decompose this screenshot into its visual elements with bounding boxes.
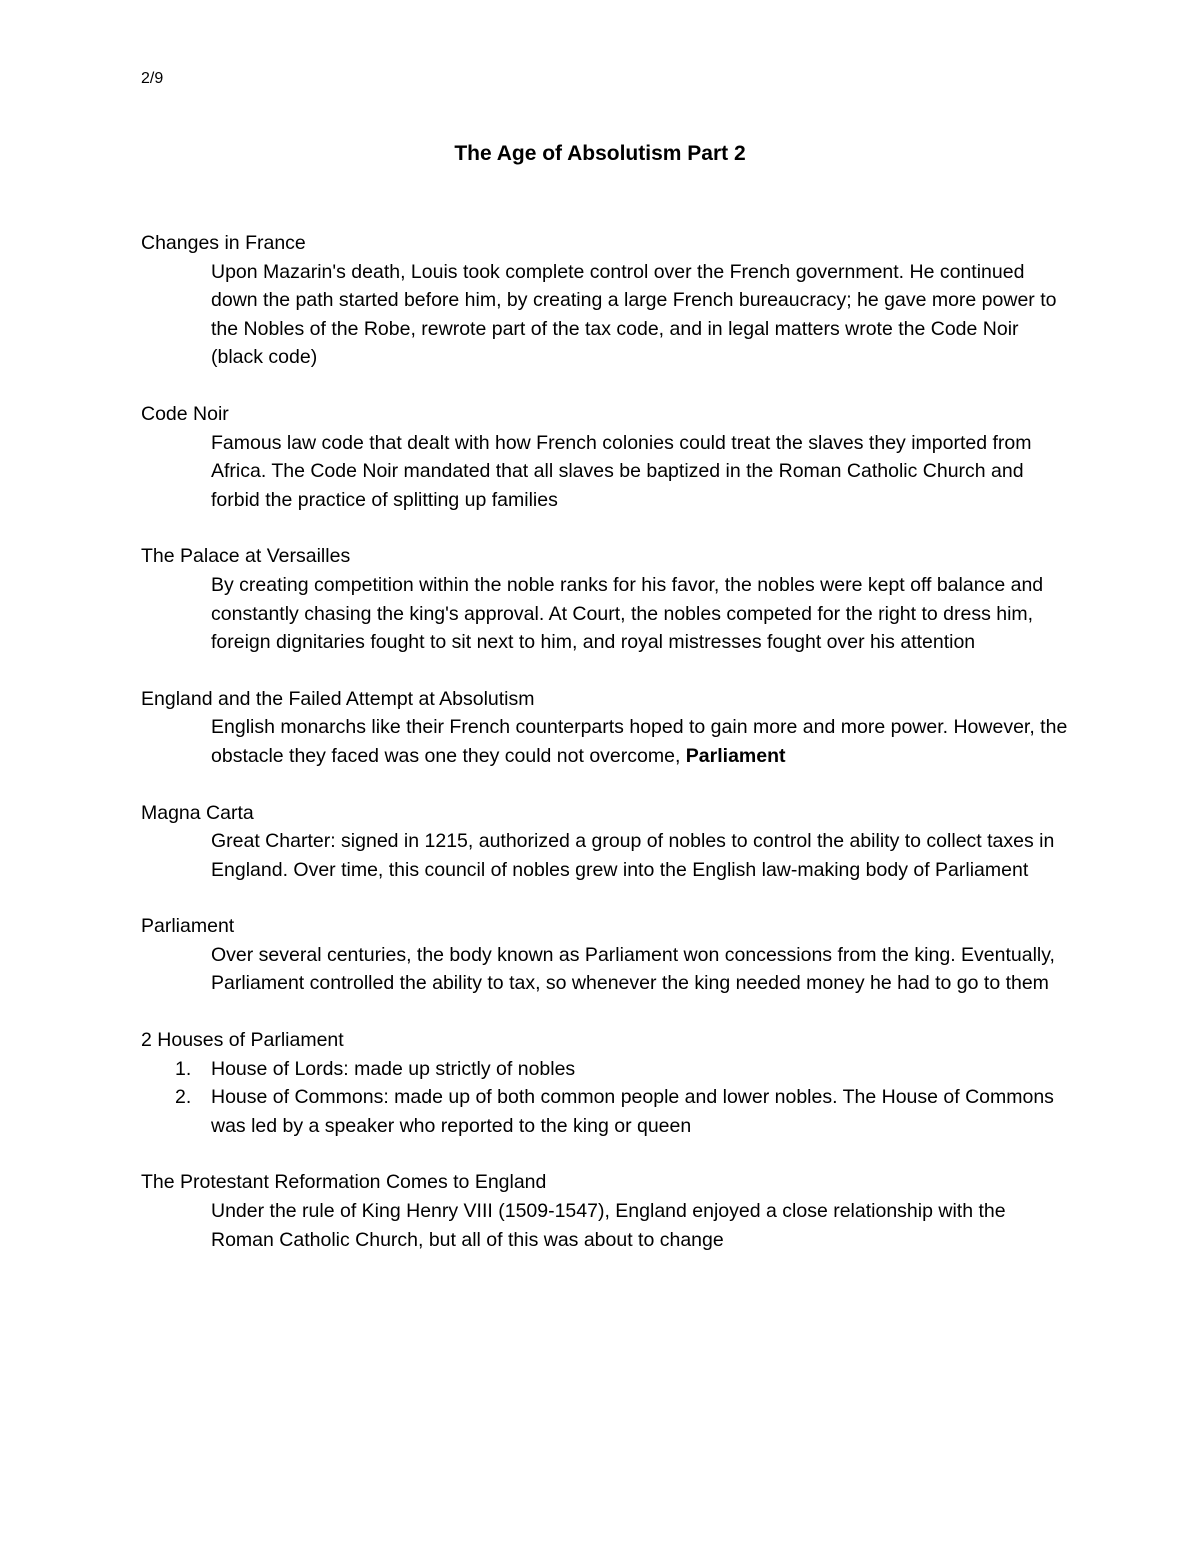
section-heading: England and the Failed Attempt at Absolutism — [141, 687, 535, 710]
section-heading: The Palace at Versailles — [141, 545, 351, 568]
list-number: 2. — [175, 1086, 192, 1109]
list-item — [141, 1083, 1071, 1140]
list-number: 1. — [175, 1057, 192, 1080]
section-heading: Magna Carta — [141, 801, 254, 824]
section-heading: Code Noir — [141, 402, 229, 425]
section-heading: The Protestant Reformation Comes to England — [141, 1171, 547, 1194]
section-code-noir — [141, 400, 1071, 514]
section-protestant-reformation — [141, 1168, 1071, 1254]
section-magna-carta — [141, 799, 1071, 885]
section-palace-at-versailles — [141, 542, 1071, 656]
section-heading: Parliament — [141, 915, 235, 938]
document-title: The Age of Absolutism Part 2 — [454, 142, 746, 165]
section-england-failed-absolutism — [141, 685, 1071, 771]
section-body: Upon Mazarin's death, Louis took complete control over the French government. He continued down the path started before him, by creating a large French bureaucracy; he gave more power to the Nobles of the Robe, rewrote part of the tax code, and in legal matters wrote the Code Noir (black code) — [211, 260, 1057, 369]
section-body: Famous law code that dealt with how French colonies could treat the slaves they imported from Africa. The Code Noir mandated that all slaves be baptized in the Roman Catholic Church and forbid the practice of splitting up families — [211, 431, 1032, 511]
section-changes-in-france — [141, 229, 1071, 372]
section-parliament — [141, 912, 1071, 998]
bold-term-parliament: Parliament — [685, 744, 786, 767]
section-body — [211, 713, 1071, 770]
section-body: Over several centuries, the body known as Parliament won concessions from the king. Eventually, Parliament controlled the ability to tax, so whenever the king needed money he had to go to them — [211, 943, 1055, 995]
numbered-list — [141, 1055, 1071, 1141]
page-date: 2/9 — [141, 70, 164, 87]
document-body — [141, 229, 1071, 1282]
section-body-text: English monarchs like their French counterparts hoped to gain more and more power. However, the obstacle they faced was one they could not overcome, — [211, 716, 1068, 767]
list-item-text: House of Lords: made up strictly of nobles — [211, 1057, 576, 1080]
section-heading: Changes in France — [141, 232, 306, 254]
section-heading: 2 Houses of Parliament — [141, 1029, 344, 1052]
list-item-text: House of Commons: made up of both common people and lower nobles. The House of Commons was led by a speaker who reported to the king or queen — [211, 1086, 1054, 1137]
section-body: Great Charter: signed in 1215, authorized a group of nobles to control the ability to collect taxes in England. Over time, this council of nobles grew into the English law-making body of Parliament — [211, 830, 1055, 881]
section-body: Under the rule of King Henry VIII (1509-1547), England enjoyed a close relationship with the Roman Catholic Church, but all of this was about to change — [211, 1200, 1006, 1251]
section-houses-of-parliament — [141, 1026, 1071, 1140]
section-body: By creating competition within the noble ranks for his favor, the nobles were kept off balance and constantly chasing the king's approval. At Court, the nobles competed for the right to dress him, foreign dignitaries fought to sit next to him, and royal mistresses fought over his attention — [211, 573, 1044, 654]
list-item — [141, 1055, 1071, 1084]
